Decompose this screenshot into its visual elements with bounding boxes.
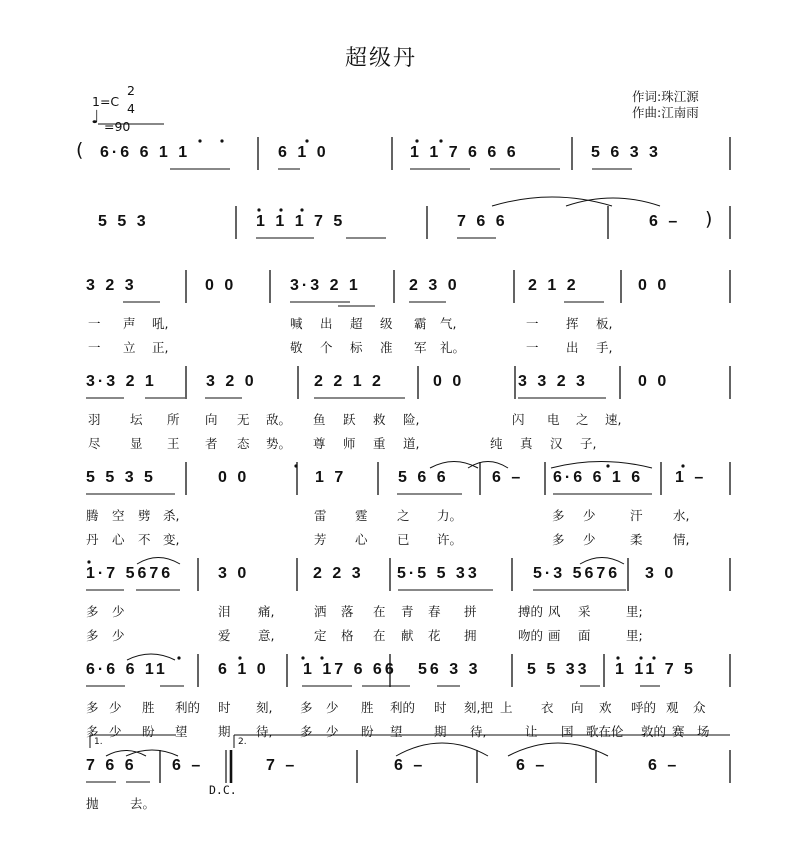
measure-notes: 1 1 7 6 6 6 [410, 144, 519, 161]
lyric-syllable: 赛 [672, 724, 685, 739]
measure-notes: 6 – [394, 757, 426, 774]
measure-notes: 7 6 6 [457, 213, 508, 230]
lyric-syllable: 泪 [218, 604, 231, 619]
measure-notes: 5·5 5 33 [397, 565, 480, 582]
octave-dot [87, 560, 90, 563]
measure-notes: 3 2 3 [86, 277, 137, 294]
lyric-syllable: 国 [561, 724, 574, 739]
lyric-syllable: 采 [578, 604, 591, 619]
lyric-syllable: 霸 [414, 316, 427, 331]
lyric-syllable: 势。 [266, 436, 292, 451]
lyric-syllable: 少 [326, 700, 339, 715]
lyric-syllable: 已 [397, 532, 410, 547]
lyric-syllable: 跃 [343, 412, 356, 427]
measure-notes: 1 17 6 66 [303, 661, 397, 678]
lyric-syllable: 观 [666, 700, 679, 715]
lyric-syllable: 去。 [130, 796, 156, 811]
lyric-syllable: 电 [547, 412, 560, 427]
measure-notes: 7 6 6 [86, 757, 137, 774]
lyric-syllable: 吼, [152, 316, 169, 331]
tempo-quarter-note-icon: ♩ [91, 107, 100, 128]
time-signature-top: 2 [127, 83, 135, 98]
lyric-syllable: 刻,把 [464, 700, 493, 715]
lyric-syllable: 出 [566, 340, 579, 355]
octave-dot [198, 139, 201, 142]
octave-dot [220, 139, 223, 142]
lyric-syllable: 少 [112, 604, 125, 619]
tie-slur [508, 743, 608, 756]
lyric-syllable: 板, [596, 316, 613, 331]
octave-dot [300, 208, 303, 211]
lyric-syllable: 向 [571, 700, 584, 715]
lyric-syllable: 挥 [566, 316, 579, 331]
measure-notes: 6 – [649, 213, 681, 230]
ending-2-label: 2. [238, 737, 247, 747]
lyric-syllable: 风 [548, 604, 561, 619]
measure-notes: 6 1 0 [218, 661, 269, 678]
octave-dot [652, 656, 655, 659]
lyric-syllable: 期 [434, 724, 447, 739]
lyric-syllable: 救 [373, 412, 386, 427]
lyric-syllable: 少 [583, 508, 596, 523]
lyric-syllable: 少 [583, 532, 596, 547]
lyric-syllable: 礼。 [440, 340, 466, 355]
lyric-syllable: 敬 [290, 340, 303, 355]
lyric-syllable: 正, [152, 340, 169, 355]
lyric-syllable: 个 [320, 340, 333, 355]
lyric-syllable: 级 [380, 316, 393, 331]
lyric-syllable: 空 [112, 508, 125, 523]
lyric-syllable: 师 [343, 436, 356, 451]
lyric-syllable: 一 [88, 340, 101, 355]
lyric-syllable: 期 [218, 724, 231, 739]
octave-dot [257, 208, 260, 211]
lyric-syllable: 少 [109, 724, 122, 739]
lyric-syllable: 在 [373, 628, 386, 643]
lyric-syllable: 拼 [464, 604, 477, 619]
measure-notes: 5 5 3 [98, 213, 149, 230]
lyric-syllable: 向 [205, 412, 218, 427]
lyric-syllable: 速, [605, 412, 622, 427]
octave-dot [301, 656, 304, 659]
close-paren: ) [705, 208, 713, 230]
lyric-syllable: 上 [500, 700, 513, 715]
measure-notes: 0 0 [638, 373, 670, 390]
key-signature: 1=C [92, 94, 120, 109]
measure-notes: 3·3 2 1 [86, 373, 157, 390]
measure-notes: 0 0 [638, 277, 670, 294]
lyric-syllable: 待, [256, 724, 273, 739]
lyric-syllable: 力。 [437, 508, 463, 523]
measure-notes: 2 2 1 2 [314, 373, 384, 390]
lyric-syllable: 面 [578, 628, 591, 643]
lyric-syllable: 坛 [130, 412, 143, 427]
tempo-marking: =90 [104, 119, 131, 134]
lyric-syllable: 少 [112, 628, 125, 643]
measure-notes: 1 1 1 7 5 [256, 213, 346, 230]
lyric-syllable: 青 [401, 604, 414, 619]
lyric-syllable: 搏的 [518, 604, 544, 619]
lyric-syllable: 在 [373, 604, 386, 619]
lyric-syllable: 鱼 [313, 412, 326, 427]
measure-notes: 3 3 2 3 [518, 373, 588, 390]
lyric-syllable: 心 [355, 532, 368, 547]
octave-dot [279, 208, 282, 211]
lyric-syllable: 抛 [86, 796, 99, 811]
lyric-syllable: 一 [526, 340, 539, 355]
lyric-syllable: 里; [626, 628, 643, 643]
lyric-syllable: 丹 [86, 532, 99, 547]
lyric-syllable: 刻, [256, 700, 273, 715]
lyric-syllable: 标 [350, 340, 363, 355]
measure-notes: 2 1 2 [528, 277, 579, 294]
lyric-syllable: 望 [175, 724, 188, 739]
lyric-syllable: 胜 [142, 700, 155, 715]
tie-slur [127, 654, 175, 660]
lyric-syllable: 无 [237, 412, 250, 427]
measure-notes: 6 1 0 [278, 144, 329, 161]
lyric-syllable: 欢 [599, 700, 612, 715]
lyric-syllable: 羽 [88, 412, 101, 427]
lyric-syllable: 之 [576, 412, 589, 427]
lyric-syllable: 柔 [630, 532, 643, 547]
tie-slur [137, 558, 180, 565]
lyric-syllable: 所 [167, 412, 180, 427]
lyric-syllable: 多 [86, 724, 99, 739]
lyric-syllable: 变, [163, 532, 180, 547]
measure-notes: 0 0 [205, 277, 237, 294]
measure-notes: 3 2 0 [206, 373, 257, 390]
measure-notes: 3 0 [645, 565, 677, 582]
lyric-syllable: 汉 [550, 436, 563, 451]
measure-notes: 3 0 [218, 565, 250, 582]
lyric-syllable: 多 [300, 724, 313, 739]
lyric-syllable: 场 [697, 724, 710, 739]
lyric-syllable: 汗 [630, 508, 643, 523]
lyric-syllable: 杀, [163, 508, 180, 523]
lyric-syllable: 少 [109, 700, 122, 715]
lyric-syllable: 气, [440, 316, 457, 331]
octave-dot [177, 656, 180, 659]
lyric-syllable: 春 [428, 604, 441, 619]
octave-dot [616, 656, 619, 659]
lyric-syllable: 胜 [361, 700, 374, 715]
lyric-syllable: 显 [130, 436, 143, 451]
tie-slur [551, 462, 652, 469]
lyric-syllable: 痛, [258, 604, 275, 619]
tie-slur [492, 197, 612, 206]
lyric-syllable: 尽 [88, 436, 101, 451]
measure-notes: 1 11 7 5 [615, 661, 696, 678]
lyric-syllable: 一 [88, 316, 101, 331]
lyric-syllable: 时 [218, 700, 231, 715]
lyric-syllable: 利的 [390, 700, 416, 715]
lyric-syllable: 众 [693, 700, 706, 715]
octave-dot [320, 656, 323, 659]
lyric-syllable: 吻的 [518, 628, 544, 643]
lyric-syllable: 一 [526, 316, 539, 331]
lyric-syllable: 许。 [437, 532, 463, 547]
measure-notes: 5 6 3 3 [591, 144, 661, 161]
tie-slur [580, 558, 624, 565]
lyric-syllable: 之 [397, 508, 410, 523]
tie-slur [396, 743, 488, 756]
measure-notes: 1 – [675, 469, 707, 486]
lyric-syllable: 让 [525, 724, 538, 739]
tie-slur [430, 462, 478, 469]
measure-notes: 2 3 0 [409, 277, 460, 294]
lyric-syllable: 衣 [541, 700, 554, 715]
measure-notes: 3·3 2 1 [290, 277, 361, 294]
lyric-syllable: 时 [434, 700, 447, 715]
measure-notes: 6 – [172, 757, 204, 774]
lyric-syllable: 多 [300, 700, 313, 715]
measure-notes: 6·6 6 1 6 [553, 469, 644, 486]
lyric-syllable: 献 [401, 628, 414, 643]
tie-slur [468, 462, 508, 469]
lyric-syllable: 少 [326, 724, 339, 739]
lyric-syllable: 喊 [290, 316, 303, 331]
lyric-syllable: 呼的 [631, 700, 657, 715]
lyric-syllable: 歌在 [586, 724, 612, 739]
lyric-syllable: 多 [552, 508, 565, 523]
lyric-syllable: 多 [552, 532, 565, 547]
lyric-syllable: 画 [548, 628, 561, 643]
lyric-syllable: 水, [673, 508, 690, 523]
lyric-syllable: 落 [341, 604, 354, 619]
octave-dot [439, 139, 442, 142]
lyric-syllable: 心 [112, 532, 125, 547]
octave-dot [305, 139, 308, 142]
lyric-syllable: 超 [350, 316, 363, 331]
lyric-syllable: 立 [123, 340, 136, 355]
lyric-syllable: 出 [320, 316, 333, 331]
lyric-syllable: 纯 [490, 436, 503, 451]
lyric-syllable: 劈 [138, 508, 151, 523]
measure-notes: 5 5 33 [527, 661, 590, 678]
lyric-syllable: 里; [626, 604, 643, 619]
lyric-syllable: 不 [138, 532, 151, 547]
lyric-syllable: 定 [314, 628, 327, 643]
lyric-syllable: 洒 [314, 604, 327, 619]
time-signature-bottom: 4 [127, 101, 135, 116]
measure-notes: 56 3 3 [418, 661, 481, 678]
lyric-syllable: 芳 [314, 532, 327, 547]
lyric-syllable: 王 [167, 436, 180, 451]
measure-notes: 1·7 5676 [86, 565, 174, 582]
octave-dot [639, 656, 642, 659]
lyric-syllable: 手, [596, 340, 613, 355]
lyric-syllable: 子, [580, 436, 597, 451]
measure-notes: 5 5 3 5 [86, 469, 156, 486]
measure-notes: 6 – [516, 757, 548, 774]
lyric-syllable: 爱 [218, 628, 231, 643]
lyric-syllable: 情, [673, 532, 690, 547]
lyric-syllable: 盼 [142, 724, 155, 739]
lyric-syllable: 险, [403, 412, 420, 427]
lyric-syllable: 拥 [464, 628, 477, 643]
lyric-syllable: 多 [86, 604, 99, 619]
octave-dot [294, 464, 297, 467]
lyric-syllable: 盼 [361, 724, 374, 739]
measure-notes: 0 0 [218, 469, 250, 486]
measure-notes: 1 7 [315, 469, 347, 486]
lyric-syllable: 准 [380, 340, 393, 355]
lyric-syllable: 意, [258, 628, 275, 643]
measure-notes: 6·6 6 11 [86, 661, 168, 678]
lyric-syllable: 雷 [314, 508, 327, 523]
lyric-syllable: 军 [414, 340, 427, 355]
lyric-syllable: 道, [403, 436, 420, 451]
open-paren: ( [76, 139, 84, 161]
measure-notes: 2 2 3 [313, 565, 364, 582]
ending-1-label: 1. [94, 737, 103, 747]
lyric-syllable: 重 [373, 436, 386, 451]
lyric-syllable: 敌。 [266, 412, 292, 427]
lyric-syllable: 敦的 [641, 724, 667, 739]
measure-notes: 0 0 [433, 373, 465, 390]
octave-dot [606, 464, 609, 467]
lyric-syllable: 花 [428, 628, 441, 643]
lyric-syllable: 真 [520, 436, 533, 451]
lyric-syllable: 态 [237, 436, 250, 451]
measure-notes: 6 – [648, 757, 680, 774]
lyric-syllable: 格 [341, 628, 354, 643]
measure-notes: 7 – [266, 757, 298, 774]
lyricist-credit: 作词:珠江源 [632, 89, 699, 104]
lyric-syllable: 多 [86, 700, 99, 715]
lyric-syllable: 声 [123, 316, 136, 331]
lyric-syllable: 尊 [313, 436, 326, 451]
composer-credit: 作曲:江南雨 [632, 105, 699, 120]
lyric-syllable: 伦 [611, 724, 624, 739]
measure-notes: 5 6 6 [398, 469, 449, 486]
octave-dot [238, 656, 241, 659]
lyric-syllable: 待, [470, 724, 487, 739]
lyric-syllable: 闪 [512, 412, 525, 427]
lyric-syllable: 霆 [355, 508, 368, 523]
measure-notes: 5·3 5676 [533, 565, 621, 582]
measure-notes: 6·6 6 1 1 [100, 144, 191, 161]
lyric-syllable: 腾 [86, 508, 99, 523]
dc-marking: D.C. [209, 783, 237, 797]
lyric-syllable: 者 [205, 436, 218, 451]
octave-dot [681, 464, 684, 467]
octave-dot [415, 139, 418, 142]
measure-notes: 6 – [492, 469, 524, 486]
lyric-syllable: 望 [390, 724, 403, 739]
song-title: 超级丹 [345, 46, 418, 71]
lyric-syllable: 多 [86, 628, 99, 643]
lyric-syllable: 利的 [175, 700, 201, 715]
